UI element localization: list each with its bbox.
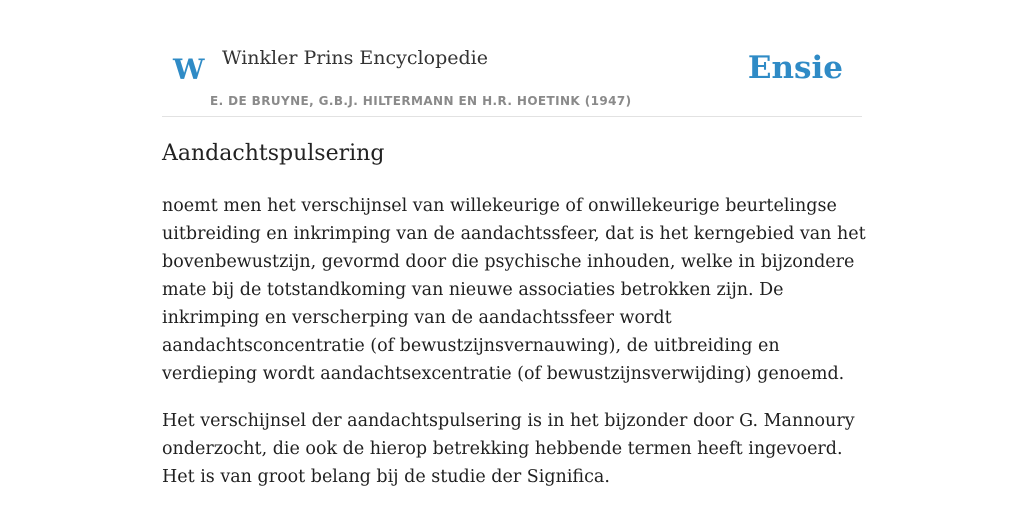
winkler-prins-logo-icon: W: [173, 53, 205, 86]
source-header: [162, 0, 862, 117]
ensie-logo[interactable]: Ensie: [747, 50, 843, 86]
article-title: Aandachtspulsering: [162, 141, 385, 166]
source-authors: E. DE BRUYNE, G.B.J. HILTERMANN EN H.R. HOETINK (1947): [210, 94, 632, 108]
source-title[interactable]: Winkler Prins Encyclopedie: [222, 47, 488, 69]
article-paragraph: noemt men het verschijnsel van willekeurige of onwillekeurige beurtelingse uitbreiding en inkrimping van de aandachtssfeer, dat is het kerngebied van het bovenbewustzijn, gevormd door die psychische inhouden, welke in bijzondere mate bij de totstandkoming van nieuwe associaties betrokken zijn. De inkrimping en verscherping van de aandachtssfeer wordt aandachtsconcentratie (of bewustzijnsvernauwing), de uitbreiding en verdieping wordt aandachtsexcentratie (of bewustzijnsverwijding) genoemd.: [162, 196, 866, 384]
article-paragraph: Het verschijnsel der aandachtspulsering is in het bijzonder door G. Mannoury onderzocht, die ook de hierop betrekking hebbende termen heeft ingevoerd. Het is van groot belang bij de studie der Significa.: [162, 411, 855, 487]
article-body: [162, 192, 867, 510]
